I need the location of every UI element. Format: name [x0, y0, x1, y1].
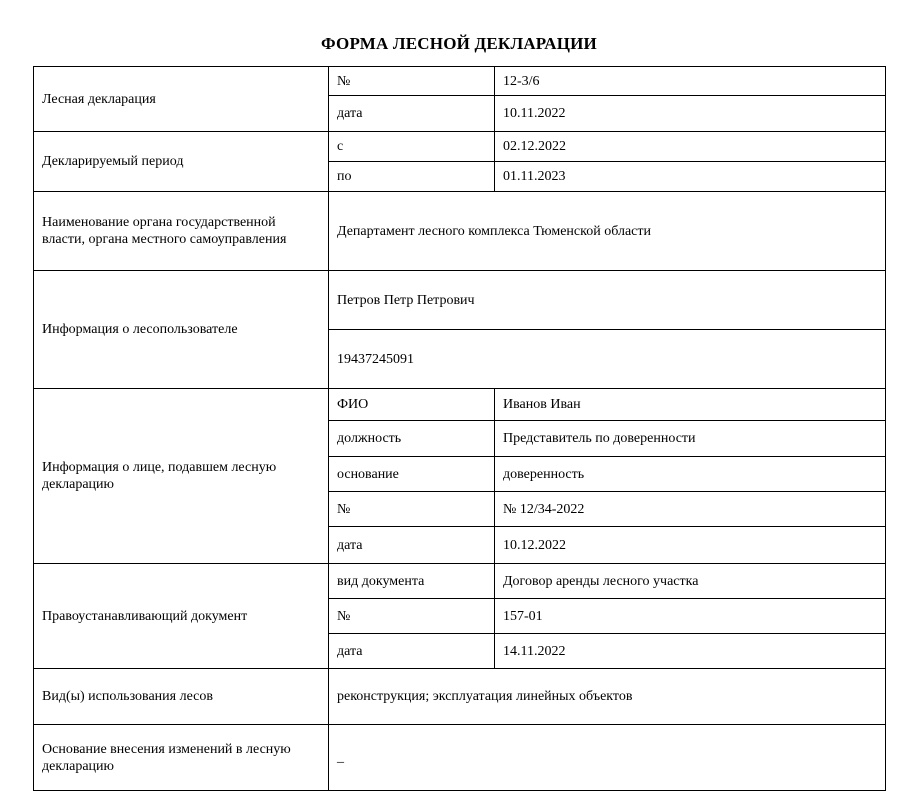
forest-user-label: Информация о лесопользователе — [34, 271, 329, 389]
table-row — [34, 271, 886, 330]
title-document-date-label: дата — [329, 634, 495, 669]
page-title: ФОРМА ЛЕСНОЙ ДЕКЛАРАЦИИ — [321, 34, 597, 53]
title-document-date-value: 14.11.2022 — [495, 634, 886, 669]
submitter-number-value: № 12/34-2022 — [495, 492, 886, 527]
declaration-number-value: 12-3/6 — [495, 67, 886, 96]
table-row — [34, 725, 886, 791]
authority-value: Департамент лесного комплекса Тюменской области — [329, 192, 886, 271]
period-to-value: 01.11.2023 — [495, 162, 886, 192]
table-row — [34, 67, 886, 96]
declaration-date-label: дата — [329, 96, 495, 132]
submitter-basis-value: доверенность — [495, 457, 886, 492]
forest-user-inn: 19437245091 — [329, 330, 886, 389]
declaration-form-table — [33, 66, 886, 791]
period-from-value: 02.12.2022 — [495, 132, 886, 162]
submitter-fio-label: ФИО — [329, 389, 495, 421]
title-document-label: Правоустанавливающий документ — [34, 564, 329, 669]
changes-basis-label: Основание внесения изменений в лесную декларацию — [34, 725, 329, 791]
forest-use-label: Вид(ы) использования лесов — [34, 669, 329, 725]
table-row — [34, 389, 886, 421]
title-document-type-value: Договор аренды лесного участка — [495, 564, 886, 599]
authority-label: Наименование органа государственной власти, органа местного самоуправления — [34, 192, 329, 271]
title-document-number-label: № — [329, 599, 495, 634]
submitter-date-label: дата — [329, 527, 495, 564]
submitter-fio-value: Иванов Иван — [495, 389, 886, 421]
declaration-label: Лесная декларация — [34, 67, 329, 132]
period-label: Декларируемый период — [34, 132, 329, 192]
table-row — [34, 564, 886, 599]
changes-basis-value: _ — [329, 725, 886, 791]
declaration-date-value: 10.11.2022 — [495, 96, 886, 132]
submitter-number-label: № — [329, 492, 495, 527]
table-row — [34, 132, 886, 162]
table-row — [34, 669, 886, 725]
forest-user-name: Петров Петр Петрович — [329, 271, 886, 330]
declaration-number-label: № — [329, 67, 495, 96]
title-document-number-value: 157-01 — [495, 599, 886, 634]
title-document-type-label: вид документа — [329, 564, 495, 599]
submitter-position-value: Представитель по доверенности — [495, 421, 886, 457]
table-row — [34, 192, 886, 271]
submitter-label: Информация о лице, подавшем лесную декларацию — [34, 389, 329, 564]
submitter-date-value: 10.12.2022 — [495, 527, 886, 564]
submitter-position-label: должность — [329, 421, 495, 457]
period-to-label: по — [329, 162, 495, 192]
period-from-label: с — [329, 132, 495, 162]
submitter-basis-label: основание — [329, 457, 495, 492]
forest-use-value: реконструкция; эксплуатация линейных объектов — [329, 669, 886, 725]
